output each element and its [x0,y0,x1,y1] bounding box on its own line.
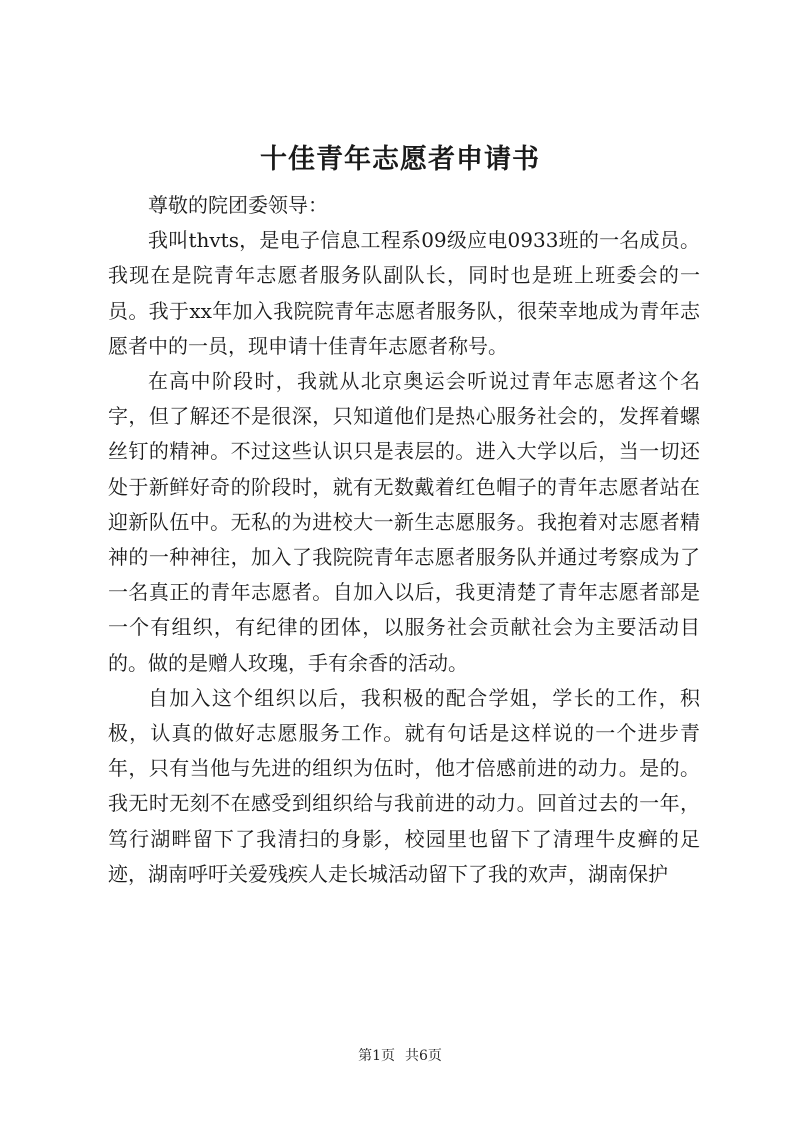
page-total: 共6页 [405,1048,442,1064]
page-footer [0,1046,800,1066]
paragraph-1: 我叫thvts，是电子信息工程系09级应电0933班的一名成员。我现在是院青年志愿者服务队副队长，同时也是班上班委会的一员。我于xx年加入我院院青年志愿者服务队，很荣幸地成为青年志愿者中的一员，现申请十佳青年志愿者称号。 [108,228,700,358]
document-body [108,188,700,892]
paragraph-3: 自加入这个组织以后，我积极的配合学姐，学长的工作，积极，认真的做好志愿服务工作。就有句话是这样说的一个进步青年，只有当他与先进的组织为伍时，他才倍感前进的动力。是的。我无时无刻不在感受到组织给与我前进的动力。回首过去的一年，笃行湖畔留下了我清扫的身影，校园里也留下了清理牛皮癣的足迹，湖南呼吁关爱残疾人走长城活动留下了我的欢声，湖南保护 [108,685,700,886]
paragraph-2: 在高中阶段时，我就从北京奥运会听说过青年志愿者这个名字，但了解还不是很深，只知道他们是热心服务社会的，发挥着螺丝钉的精神。不过这些认识只是表层的。进入大学以后，当一切还处于新鲜好奇的阶段时，就有无数戴着红色帽子的青年志愿者站在迎新队伍中。无私的为进校大一新生志愿服务。我抱着对志愿者精神的一种神往，加入了我院院青年志愿者服务队并通过考察成为了一名真正的青年志愿者。自加入以后，我更清楚了青年志愿者部是一个有组织，有纪律的团体，以服务社会贡献社会为主要活动目的。做的是赠人玫瑰，手有余香的活动。 [108,369,700,675]
salutation: 尊敬的院团委领导： [148,193,328,217]
document-title: 十佳青年志愿者申请书 [260,144,540,175]
page-number: 第1页 [358,1048,395,1064]
